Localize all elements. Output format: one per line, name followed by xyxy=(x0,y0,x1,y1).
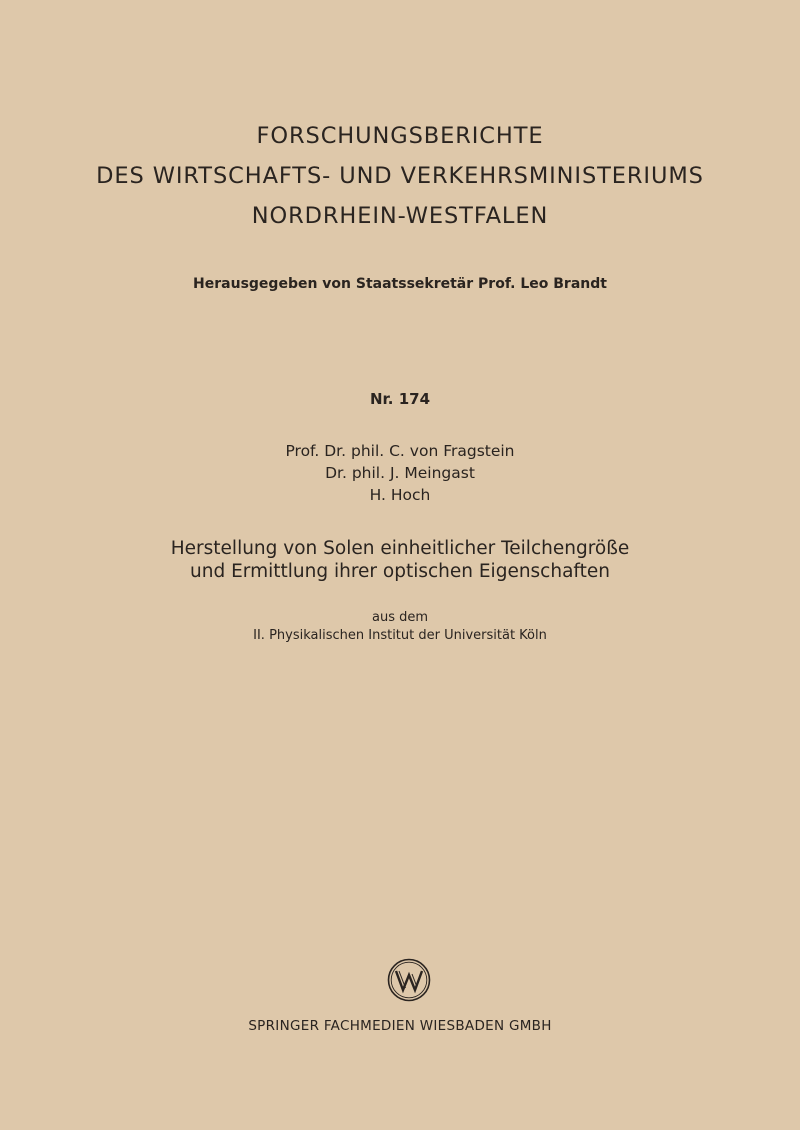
series-title xyxy=(0,116,800,236)
book-title-line-2: und Ermittlung ihrer optischen Eigenschaften xyxy=(190,561,610,582)
author-list xyxy=(0,440,800,506)
series-title-line-2: DES WIRTSCHAFTS- UND VERKEHRSMINISTERIUMS xyxy=(96,163,704,189)
springer-w-logo-icon xyxy=(387,958,431,1002)
author-3: H. Hoch xyxy=(369,486,431,504)
institution-origin xyxy=(0,609,800,645)
author-1: Prof. Dr. phil. C. von Fragstein xyxy=(285,442,515,460)
book-title xyxy=(0,537,800,583)
publisher-name: SPRINGER FACHMEDIEN WIESBADEN GMBH xyxy=(248,1018,552,1034)
series-title-line-1: FORSCHUNGSBERICHTE xyxy=(256,123,544,149)
editor-line: Herausgegeben von Staatssekretär Prof. Leo Brandt xyxy=(193,276,607,292)
report-number: Nr. 174 xyxy=(369,390,431,408)
book-title-line-1: Herstellung von Solen einheitlicher Teilchengröße xyxy=(170,538,630,559)
author-2: Dr. phil. J. Meingast xyxy=(325,464,475,482)
origin-line-1: aus dem xyxy=(371,610,429,625)
origin-line-2: II. Physikalischen Institut der Universität Köln xyxy=(253,628,547,643)
series-title-line-3: NORDRHEIN-WESTFALEN xyxy=(251,203,549,229)
